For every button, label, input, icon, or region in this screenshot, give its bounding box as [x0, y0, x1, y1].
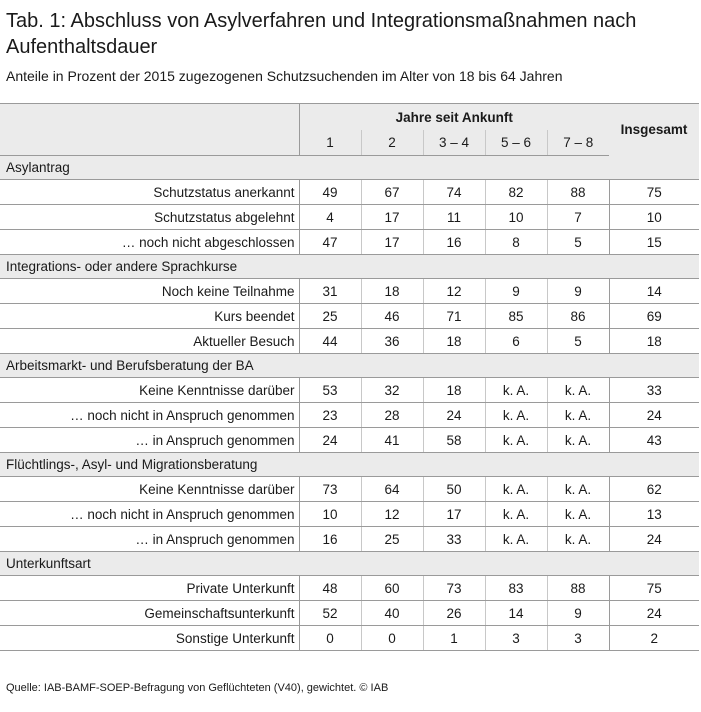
- value-cell: k. A.: [485, 428, 547, 453]
- total-cell: 75: [609, 180, 699, 205]
- total-column-header: Insgesamt: [609, 104, 699, 156]
- table-row: [0, 230, 699, 255]
- value-cell: 9: [485, 279, 547, 304]
- value-cell: k. A.: [485, 403, 547, 428]
- table-row: [0, 502, 699, 527]
- value-cell: 3: [485, 626, 547, 651]
- column-header: 7 – 8: [547, 130, 609, 156]
- value-cell: 88: [547, 180, 609, 205]
- value-cell: 83: [485, 576, 547, 601]
- section-label: Flüchtlings-, Asyl- und Migrationsberatung: [0, 453, 699, 477]
- table-row: [0, 279, 699, 304]
- value-cell: 5: [547, 230, 609, 255]
- section-row: [0, 156, 699, 180]
- section-row: [0, 255, 699, 279]
- value-cell: 6: [485, 329, 547, 354]
- value-cell: k. A.: [547, 403, 609, 428]
- value-cell: 24: [423, 403, 485, 428]
- value-cell: k. A.: [547, 378, 609, 403]
- row-label: … noch nicht in Anspruch genommen: [0, 502, 299, 527]
- value-cell: 4: [299, 205, 361, 230]
- value-cell: 31: [299, 279, 361, 304]
- total-cell: 24: [609, 601, 699, 626]
- total-cell: 2: [609, 626, 699, 651]
- value-cell: 5: [547, 329, 609, 354]
- value-cell: 50: [423, 477, 485, 502]
- column-header: 2: [361, 130, 423, 156]
- value-cell: 32: [361, 378, 423, 403]
- value-cell: 24: [299, 428, 361, 453]
- total-cell: 18: [609, 329, 699, 354]
- total-cell: 33: [609, 378, 699, 403]
- row-label: Keine Kenntnisse darüber: [0, 378, 299, 403]
- value-cell: 47: [299, 230, 361, 255]
- column-header: 5 – 6: [485, 130, 547, 156]
- table-row: [0, 329, 699, 354]
- value-cell: 16: [299, 527, 361, 552]
- total-cell: 43: [609, 428, 699, 453]
- value-cell: k. A.: [485, 477, 547, 502]
- value-cell: 7: [547, 205, 609, 230]
- column-header: 3 – 4: [423, 130, 485, 156]
- row-label: Keine Kenntnisse darüber: [0, 477, 299, 502]
- row-label: Sonstige Unterkunft: [0, 626, 299, 651]
- value-cell: 49: [299, 180, 361, 205]
- table-row: [0, 403, 699, 428]
- data-table: [0, 104, 699, 651]
- table-title: Tab. 1: Abschluss von Asylverfahren und Integrationsmaßnahmen nach Aufenthaltsdauer: [6, 10, 637, 58]
- row-label: Gemeinschaftsunterkunft: [0, 601, 299, 626]
- column-group-header: Jahre seit Ankunft: [299, 104, 609, 130]
- value-cell: 25: [299, 304, 361, 329]
- row-label: Kurs beendet: [0, 304, 299, 329]
- value-cell: 18: [361, 279, 423, 304]
- section-label: Asylantrag: [0, 156, 699, 180]
- table-row: [0, 304, 699, 329]
- value-cell: 0: [361, 626, 423, 651]
- value-cell: 86: [547, 304, 609, 329]
- row-label: Aktueller Besuch: [0, 329, 299, 354]
- value-cell: 12: [361, 502, 423, 527]
- value-cell: 10: [485, 205, 547, 230]
- table-row: [0, 428, 699, 453]
- value-cell: 71: [423, 304, 485, 329]
- row-label: Schutzstatus anerkannt: [0, 180, 299, 205]
- value-cell: 85: [485, 304, 547, 329]
- value-cell: k. A.: [547, 428, 609, 453]
- value-cell: k. A.: [485, 502, 547, 527]
- value-cell: k. A.: [485, 527, 547, 552]
- value-cell: k. A.: [547, 477, 609, 502]
- total-cell: 69: [609, 304, 699, 329]
- header-label-cell: [0, 130, 299, 156]
- value-cell: 73: [423, 576, 485, 601]
- value-cell: 64: [361, 477, 423, 502]
- value-cell: 10: [299, 502, 361, 527]
- section-row: [0, 453, 699, 477]
- value-cell: 53: [299, 378, 361, 403]
- table-row: [0, 180, 699, 205]
- value-cell: 36: [361, 329, 423, 354]
- total-cell: 75: [609, 576, 699, 601]
- header-label-cell: [0, 104, 299, 130]
- total-cell: 24: [609, 403, 699, 428]
- section-row: [0, 552, 699, 576]
- value-cell: 9: [547, 279, 609, 304]
- table-header: [0, 104, 699, 156]
- value-cell: 18: [423, 378, 485, 403]
- value-cell: 12: [423, 279, 485, 304]
- table-row: [0, 527, 699, 552]
- value-cell: 17: [423, 502, 485, 527]
- value-cell: 88: [547, 576, 609, 601]
- row-label: … noch nicht in Anspruch genommen: [0, 403, 299, 428]
- section-label: Unterkunftsart: [0, 552, 699, 576]
- table-subtitle: Anteile in Prozent der 2015 zugezogenen Schutzsuchenden im Alter von 18 bis 64 Jahren: [6, 68, 563, 84]
- value-cell: 18: [423, 329, 485, 354]
- value-cell: 58: [423, 428, 485, 453]
- value-cell: 26: [423, 601, 485, 626]
- value-cell: 33: [423, 527, 485, 552]
- column-header: 1: [299, 130, 361, 156]
- value-cell: 41: [361, 428, 423, 453]
- source-note: Quelle: IAB-BAMF-SOEP-Befragung von Geflüchteten (V40), gewichtet. © IAB: [6, 682, 389, 694]
- value-cell: k. A.: [547, 502, 609, 527]
- value-cell: 3: [547, 626, 609, 651]
- row-label: … in Anspruch genommen: [0, 527, 299, 552]
- value-cell: 11: [423, 205, 485, 230]
- row-label: … noch nicht abgeschlossen: [0, 230, 299, 255]
- section-label: Arbeitsmarkt- und Berufsberatung der BA: [0, 354, 699, 378]
- value-cell: 52: [299, 601, 361, 626]
- value-cell: 44: [299, 329, 361, 354]
- value-cell: 82: [485, 180, 547, 205]
- row-label: … in Anspruch genommen: [0, 428, 299, 453]
- value-cell: k. A.: [485, 378, 547, 403]
- row-label: Schutzstatus abgelehnt: [0, 205, 299, 230]
- row-label: Private Unterkunft: [0, 576, 299, 601]
- value-cell: 23: [299, 403, 361, 428]
- value-cell: 1: [423, 626, 485, 651]
- value-cell: 17: [361, 205, 423, 230]
- row-label: Noch keine Teilnahme: [0, 279, 299, 304]
- total-cell: 10: [609, 205, 699, 230]
- value-cell: 67: [361, 180, 423, 205]
- section-label: Integrations- oder andere Sprachkurse: [0, 255, 699, 279]
- value-cell: 25: [361, 527, 423, 552]
- value-cell: 8: [485, 230, 547, 255]
- table-row: [0, 626, 699, 651]
- value-cell: 9: [547, 601, 609, 626]
- value-cell: 14: [485, 601, 547, 626]
- total-cell: 15: [609, 230, 699, 255]
- table-body: [0, 156, 699, 651]
- value-cell: 74: [423, 180, 485, 205]
- value-cell: 16: [423, 230, 485, 255]
- total-cell: 13: [609, 502, 699, 527]
- table-row: [0, 601, 699, 626]
- total-cell: 14: [609, 279, 699, 304]
- value-cell: 28: [361, 403, 423, 428]
- table-row: [0, 576, 699, 601]
- total-cell: 24: [609, 527, 699, 552]
- table-row: [0, 205, 699, 230]
- value-cell: 60: [361, 576, 423, 601]
- table-row: [0, 378, 699, 403]
- total-cell: 62: [609, 477, 699, 502]
- section-row: [0, 354, 699, 378]
- value-cell: 17: [361, 230, 423, 255]
- value-cell: 46: [361, 304, 423, 329]
- table-row: [0, 477, 699, 502]
- value-cell: 48: [299, 576, 361, 601]
- value-cell: 0: [299, 626, 361, 651]
- value-cell: 73: [299, 477, 361, 502]
- value-cell: k. A.: [547, 527, 609, 552]
- value-cell: 40: [361, 601, 423, 626]
